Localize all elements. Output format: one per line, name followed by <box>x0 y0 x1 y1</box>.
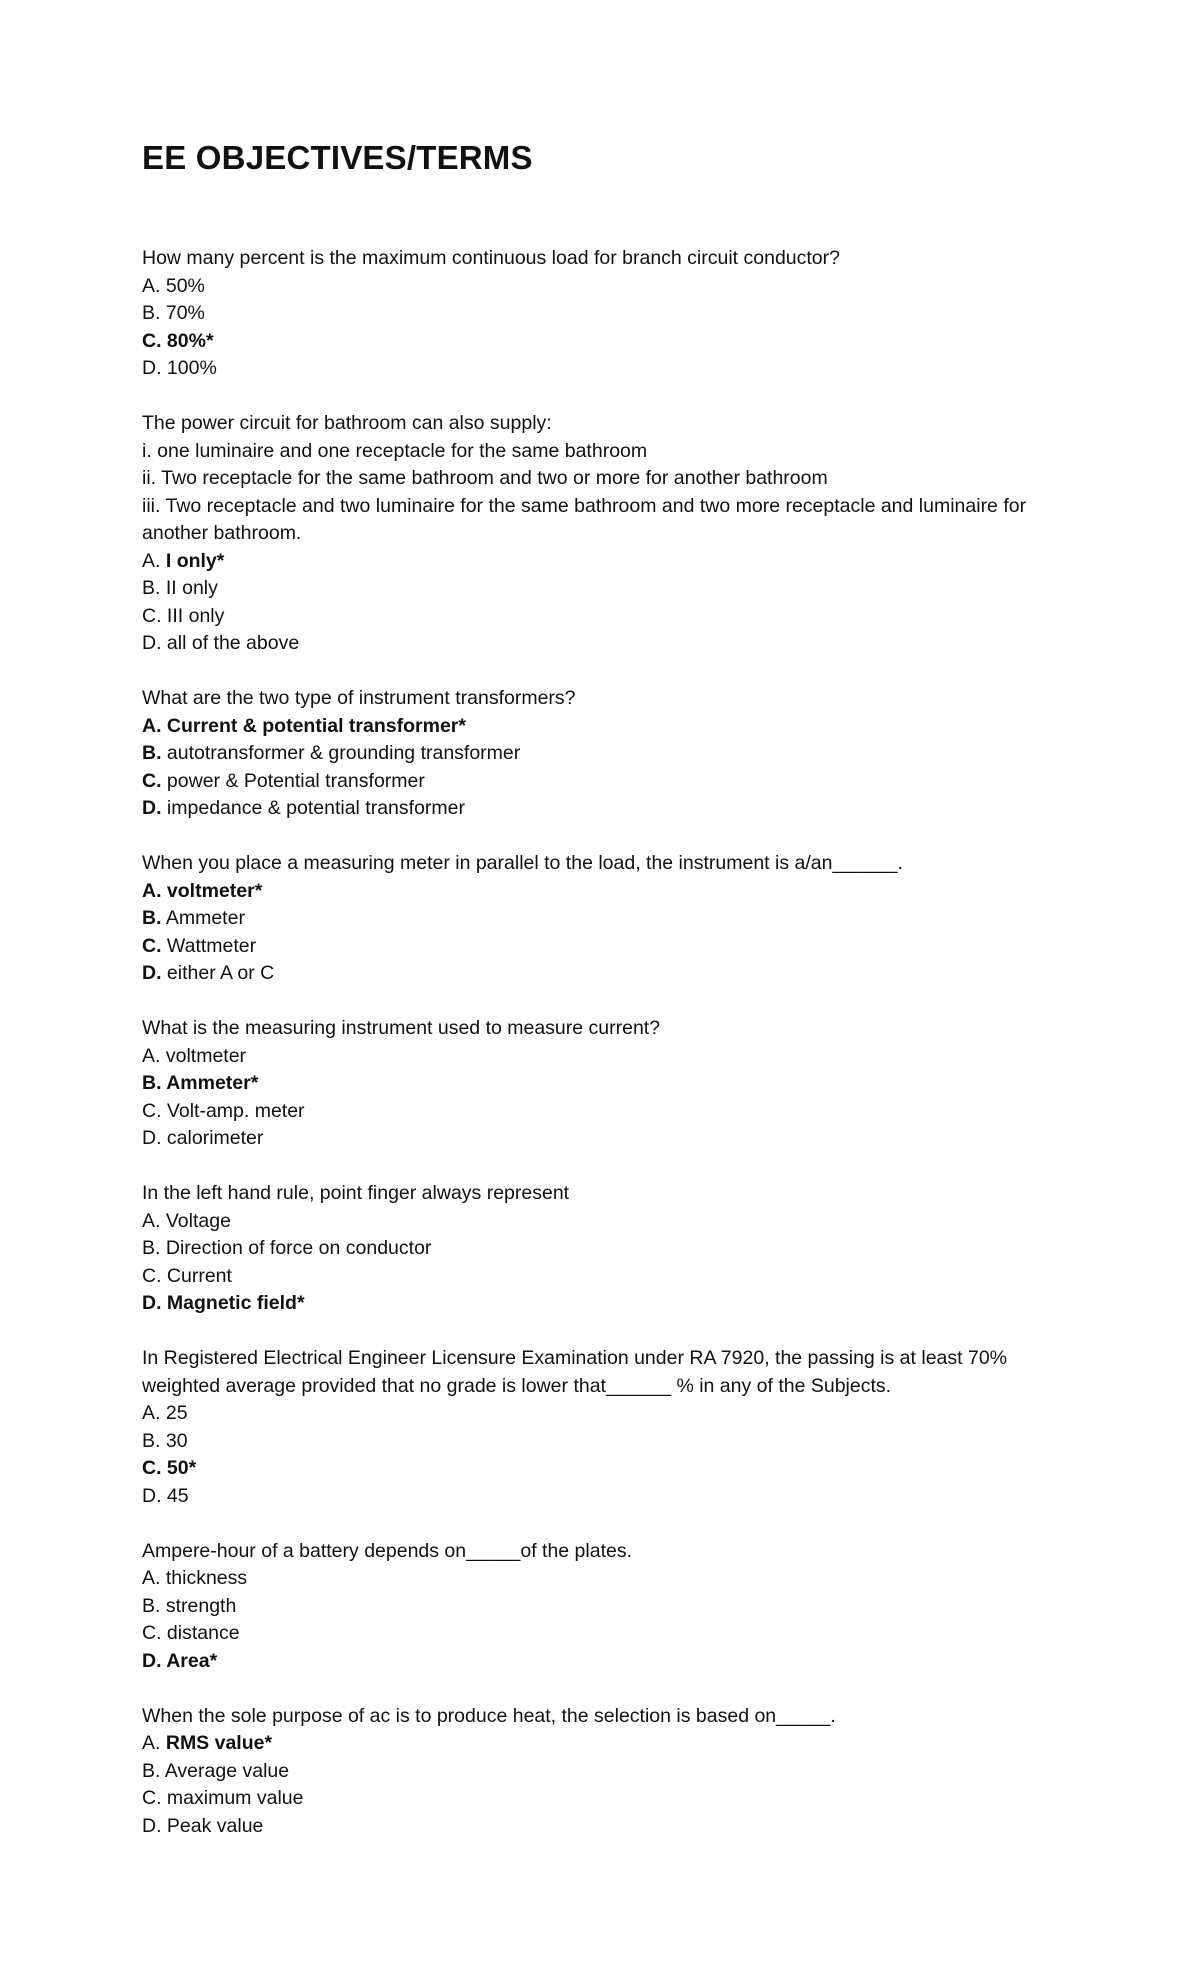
answer-option <box>142 1290 1082 1318</box>
question-list <box>142 245 1082 1840</box>
option-text: 25 <box>165 1402 188 1424</box>
option-text: Ammeter* <box>166 1072 259 1094</box>
option-letter: C. <box>142 604 162 627</box>
answer-option <box>142 1125 1082 1153</box>
option-letter: D. <box>142 962 162 984</box>
answer-option <box>142 1565 1082 1593</box>
option-letter: A. <box>142 1732 161 1754</box>
option-letter: C. <box>142 1099 162 1122</box>
option-letter: B. <box>142 1429 161 1452</box>
question-statement: i. one luminaire and one receptacle for the same bathroom <box>142 439 648 462</box>
answer-option <box>142 713 1082 741</box>
option-text: Peak value <box>166 1814 264 1837</box>
answer-option <box>142 740 1082 768</box>
option-text: voltmeter <box>165 1044 247 1067</box>
question-block <box>142 1703 1082 1841</box>
answer-option <box>142 795 1082 823</box>
option-letter: A. <box>142 274 161 297</box>
option-letter: B. <box>142 1759 161 1782</box>
option-text: autotransformer & grounding transformer <box>166 742 521 764</box>
option-text: impedance & potential transformer <box>166 797 465 819</box>
question-block <box>142 850 1082 988</box>
answer-option <box>142 1785 1082 1813</box>
answer-option <box>142 1235 1082 1263</box>
option-text: II only <box>165 577 218 599</box>
option-text: 50% <box>165 274 205 297</box>
answer-option <box>142 905 1082 933</box>
answer-option <box>142 603 1082 631</box>
question-block <box>142 1015 1082 1153</box>
option-text: 80%* <box>166 329 214 352</box>
option-text: Magnetic field* <box>166 1292 305 1314</box>
option-letter: B. <box>142 1237 161 1259</box>
answer-option <box>142 1648 1082 1676</box>
question-block <box>142 1345 1082 1510</box>
option-text: 70% <box>165 302 205 324</box>
option-text: thickness <box>165 1567 248 1589</box>
question-statement: ii. Two receptacle for the same bathroom and two or more for another bathroom <box>142 467 828 489</box>
answer-option <box>142 1208 1082 1236</box>
question-block <box>142 1180 1082 1318</box>
question-text: When you place a measuring meter in parallel to the load, the instrument is a/an______. <box>142 852 903 874</box>
answer-option <box>142 630 1082 658</box>
option-letter: B. <box>142 302 161 324</box>
question-text: What are the two type of instrument transformers? <box>142 687 576 709</box>
option-text: Ammeter <box>165 907 245 929</box>
answer-option <box>142 1455 1082 1483</box>
option-text: Volt-amp. meter <box>166 1099 305 1122</box>
option-letter: B. <box>142 1072 162 1094</box>
answer-option <box>142 273 1082 301</box>
answer-option <box>142 1593 1082 1621</box>
option-letter: B. <box>142 907 162 929</box>
question-block <box>142 410 1082 658</box>
option-letter: C. <box>142 1787 162 1809</box>
option-letter: B. <box>142 577 161 599</box>
answer-option <box>142 328 1082 356</box>
question-text: Ampere-hour of a battery depends on_____of the plates. <box>142 1539 633 1562</box>
option-text: maximum value <box>166 1787 304 1809</box>
option-text: III only <box>166 604 225 627</box>
option-text: 100% <box>166 357 217 379</box>
option-letter: A. <box>142 714 162 737</box>
option-letter: A. <box>142 879 162 902</box>
answer-option <box>142 1098 1082 1126</box>
option-text: I only* <box>165 549 225 572</box>
answer-option <box>142 575 1082 603</box>
answer-option <box>142 1620 1082 1648</box>
option-text: power & Potential transformer <box>166 769 425 792</box>
question-text: When the sole purpose of ac is to produce heat, the selection is based on_____. <box>142 1704 836 1727</box>
option-text: Current & potential transformer* <box>166 714 466 737</box>
option-letter: D. <box>142 1292 162 1314</box>
option-text: all of the above <box>166 632 300 654</box>
page-title: EE OBJECTIVES/TERMS <box>142 139 533 176</box>
question-statement: iii. Two receptacle and two luminaire for the same bathroom and two more receptacle and luminaire for another bathroom. <box>142 494 1027 544</box>
option-letter: D. <box>142 1814 162 1837</box>
document-page <box>142 138 1082 1868</box>
answer-option <box>142 878 1082 906</box>
answer-option <box>142 1400 1082 1428</box>
answer-option <box>142 768 1082 796</box>
option-text: Voltage <box>165 1209 231 1232</box>
question-text: What is the measuring instrument used to measure current? <box>142 1017 661 1039</box>
question-text: How many percent is the maximum continuous load for branch circuit conductor? <box>142 247 840 269</box>
option-letter: B. <box>142 742 162 764</box>
option-letter: A. <box>142 549 161 572</box>
option-text: Direction of force on conductor <box>165 1237 432 1259</box>
option-text: Wattmeter <box>166 934 257 957</box>
answer-option <box>142 1263 1082 1291</box>
option-text: Current <box>166 1264 232 1287</box>
answer-option <box>142 355 1082 383</box>
question-text: The power circuit for bathroom can also supply: <box>142 412 552 434</box>
option-letter: C. <box>142 1457 162 1479</box>
option-letter: B. <box>142 1594 161 1617</box>
option-letter: C. <box>142 769 162 792</box>
option-text: Average value <box>164 1759 290 1782</box>
option-letter: C. <box>142 329 162 352</box>
option-letter: D. <box>142 1649 162 1672</box>
option-text: strength <box>165 1594 237 1617</box>
option-text: calorimeter <box>166 1127 264 1149</box>
question-block <box>142 1538 1082 1676</box>
option-text: 45 <box>166 1484 189 1507</box>
option-letter: C. <box>142 1622 162 1644</box>
option-letter: C. <box>142 1264 162 1287</box>
option-letter: A. <box>142 1044 161 1067</box>
answer-option <box>142 1428 1082 1456</box>
answer-option <box>142 1070 1082 1098</box>
option-letter: D. <box>142 1484 162 1507</box>
option-letter: D. <box>142 797 162 819</box>
option-letter: C. <box>142 934 162 957</box>
option-letter: D. <box>142 632 162 654</box>
option-text: either A or C <box>166 962 275 984</box>
option-letter: D. <box>142 1127 162 1149</box>
question-text: In Registered Electrical Engineer Licensure Examination under RA 7920, the passing is at least 70% weighted average provided that no grade is lower that______ % in any of the Subjects. <box>142 1347 1007 1397</box>
question-text: In the left hand rule, point finger always represent <box>142 1182 570 1204</box>
answer-option <box>142 300 1082 328</box>
option-text: distance <box>166 1622 240 1644</box>
option-text: voltmeter* <box>166 879 263 902</box>
answer-option <box>142 548 1082 576</box>
option-text: Area* <box>166 1649 218 1672</box>
option-letter: A. <box>142 1209 161 1232</box>
answer-option <box>142 1813 1082 1841</box>
answer-option <box>142 1730 1082 1758</box>
option-text: RMS value* <box>165 1732 273 1754</box>
option-letter: A. <box>142 1402 161 1424</box>
answer-option <box>142 1043 1082 1071</box>
answer-option <box>142 960 1082 988</box>
answer-option <box>142 1483 1082 1511</box>
option-text: 30 <box>165 1429 188 1452</box>
question-block <box>142 685 1082 823</box>
question-block <box>142 245 1082 383</box>
option-letter: A. <box>142 1567 161 1589</box>
answer-option <box>142 1758 1082 1786</box>
option-letter: D. <box>142 357 162 379</box>
option-text: 50* <box>166 1457 197 1479</box>
answer-option <box>142 933 1082 961</box>
